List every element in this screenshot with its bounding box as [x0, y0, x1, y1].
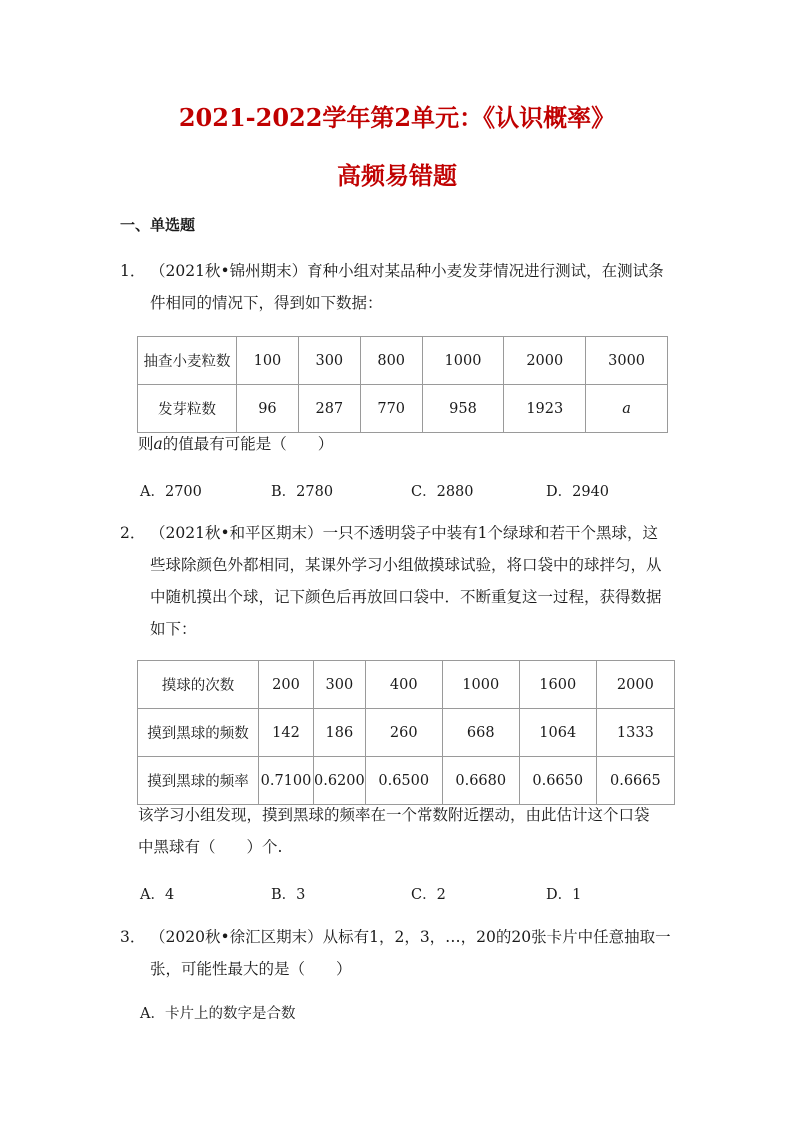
question-text — [150, 921, 678, 985]
table-cell: 0.7100 — [259, 757, 314, 805]
table-cell: a — [586, 385, 668, 433]
question-text-line: 件相同的情况下，得到如下数据： — [150, 294, 383, 312]
option-d[interactable]: D．2940 — [546, 484, 610, 500]
table-cell: 260 — [365, 709, 442, 757]
followup-text: 中黑球有（ ）个. — [138, 838, 283, 856]
table-cell: 668 — [442, 709, 519, 757]
option-a[interactable]: A．2700 — [140, 484, 202, 500]
table-row-header: 发芽粒数 — [138, 385, 237, 433]
question-1-followup — [138, 428, 678, 460]
question-number: 3． — [120, 928, 146, 946]
document-subtitle: 高频易错题 — [337, 161, 457, 190]
table-row-header: 摸到黑球的频数 — [138, 709, 259, 757]
option-c[interactable]: C．2 — [411, 887, 446, 903]
table-cell: 3000 — [586, 337, 668, 385]
question-text-line: （2021秋•锦州期末）育种小组对某品种小麦发芽情况进行测试，在测试条 — [150, 262, 664, 280]
option-d[interactable]: D．1 — [546, 887, 582, 903]
option-b[interactable]: B．3 — [271, 887, 306, 903]
table-cell: 2000 — [504, 337, 586, 385]
table-cell: 800 — [360, 337, 422, 385]
table-cell: 770 — [360, 385, 422, 433]
table-cell: 300 — [314, 661, 366, 709]
data-table-2 — [137, 660, 675, 805]
table-cell: 100 — [237, 337, 299, 385]
table-cell: 1000 — [442, 661, 519, 709]
option-c[interactable]: C．2880 — [411, 484, 474, 500]
table-row-header: 摸到黑球的频率 — [138, 757, 259, 805]
table-cell: 300 — [298, 337, 360, 385]
table-cell: 400 — [365, 661, 442, 709]
question-text-line: 张，可能性最大的是（ ） — [150, 960, 352, 978]
table-cell: 1923 — [504, 385, 586, 433]
question-text — [150, 517, 678, 645]
document-title: 2021-2022学年第2单元：《认识概率》 — [178, 103, 616, 132]
question-text-line: 些球除颜色外都相同，某课外学习小组做摸球试验，将口袋中的球拌匀，从 — [150, 556, 662, 574]
option-a[interactable]: A．卡片上的数字是合数 — [140, 1006, 296, 1022]
table-row-header: 抽查小麦粒数 — [138, 337, 237, 385]
question-2-followup — [138, 799, 678, 863]
followup-text: 该学习小组发现，摸到黑球的频率在一个常数附近摆动，由此估计这个口袋 — [138, 806, 650, 824]
table-cell: 287 — [298, 385, 360, 433]
question-text-line: 如下： — [150, 620, 197, 638]
table-cell: 0.6500 — [365, 757, 442, 805]
section-heading: 一、单选题 — [120, 216, 196, 234]
table-cell: 1333 — [596, 709, 674, 757]
table-cell: 96 — [237, 385, 299, 433]
table-cell: 1600 — [519, 661, 596, 709]
option-b[interactable]: B．2780 — [271, 484, 334, 500]
question-text — [150, 255, 678, 319]
table-cell: 958 — [422, 385, 504, 433]
followup-text: 则 — [138, 435, 154, 453]
table-cell: 0.6680 — [442, 757, 519, 805]
table-cell: 186 — [314, 709, 366, 757]
table-cell: 200 — [259, 661, 314, 709]
table-cell: 2000 — [596, 661, 674, 709]
question-text-line: （2020秋•徐汇区期末）从标有1，2，3，…，20的20张卡片中任意抽取一 — [150, 928, 671, 946]
table-row-header: 摸球的次数 — [138, 661, 259, 709]
question-number: 2． — [120, 524, 146, 542]
table-cell: 0.6200 — [314, 757, 366, 805]
variable-a: a — [153, 435, 163, 453]
question-number: 1． — [120, 262, 146, 280]
followup-text: 的值最有可能是（ ） — [162, 435, 334, 453]
table-cell: 0.6665 — [596, 757, 674, 805]
data-table-1 — [137, 336, 668, 433]
table-cell: 1064 — [519, 709, 596, 757]
table-cell: 142 — [259, 709, 314, 757]
table-cell: 1000 — [422, 337, 504, 385]
question-text-line: （2021秋•和平区期末）一只不透明袋子中装有1个绿球和若干个黑球，这 — [150, 524, 658, 542]
table-cell: 0.6650 — [519, 757, 596, 805]
option-a[interactable]: A．4 — [140, 887, 175, 903]
question-text-line: 中随机摸出个球，记下颜色后再放回口袋中．不断重复这一过程，获得数据 — [150, 588, 662, 606]
